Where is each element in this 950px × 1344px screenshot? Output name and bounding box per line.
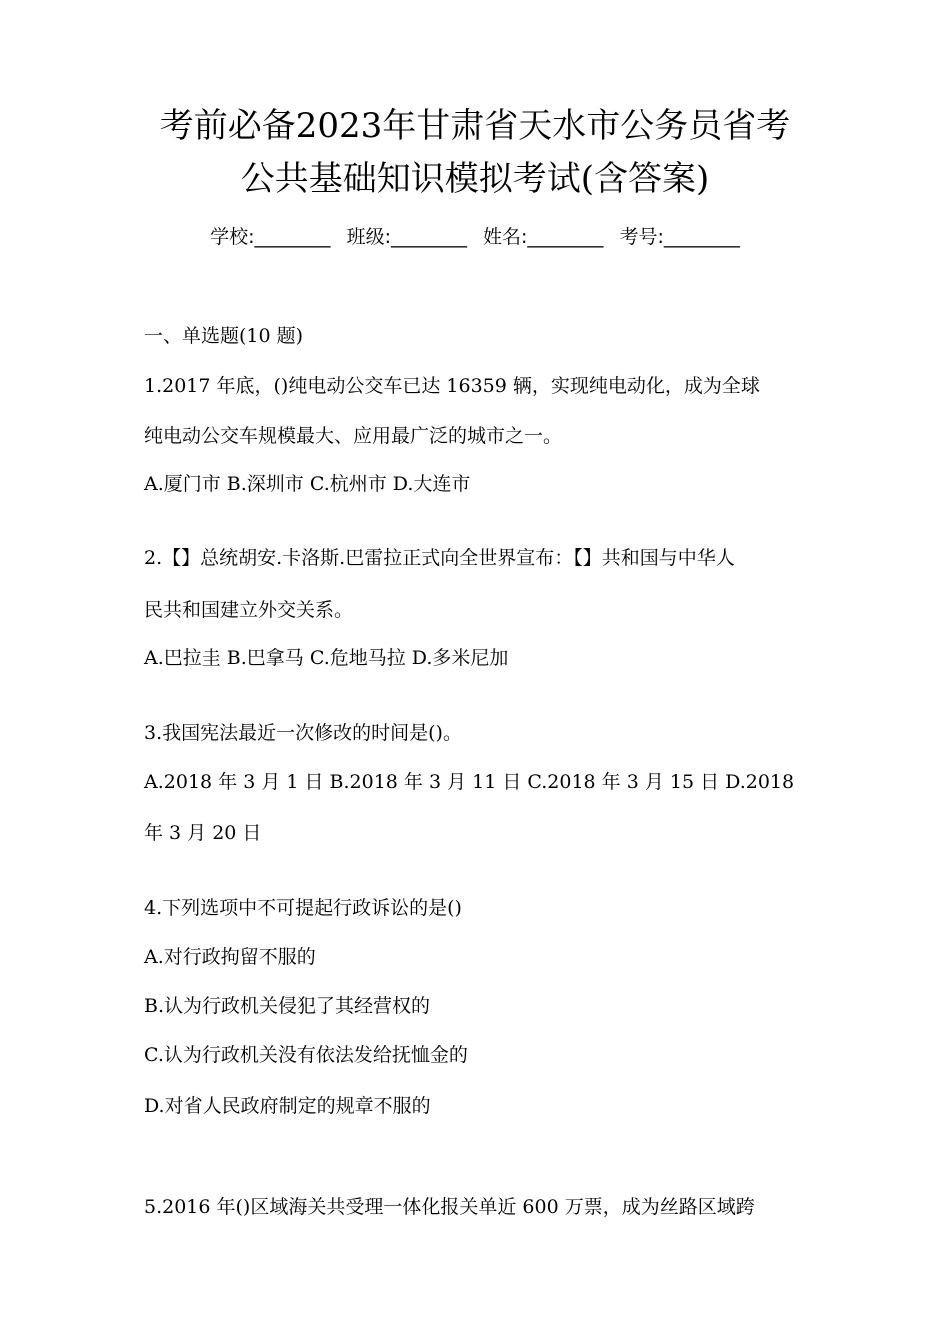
question-2-line-2: 民共和国建立外交关系。 bbox=[144, 599, 354, 621]
question-1-options: A.厦门市 B.深圳市 C.杭州市 D.大连市 bbox=[144, 473, 471, 495]
class-field: 班级:________ bbox=[346, 226, 467, 248]
question-3-line-1: 3.我国宪法最近一次修改的时间是()。 bbox=[144, 722, 462, 744]
document-title-line-2: 公共基础知识模拟考试(含答案) bbox=[240, 159, 710, 199]
question-4-line-1: 4.下列选项中不可提起行政诉讼的是() bbox=[144, 897, 462, 919]
question-5-line-1: 5.2016 年()区域海关共受理一体化报关单近 600 万票，成为丝路区域跨 bbox=[144, 1196, 755, 1218]
question-4-option-b: B.认为行政机关侵犯了其经营权的 bbox=[144, 995, 431, 1017]
school-field: 学校:________ bbox=[210, 226, 331, 248]
question-4-option-d: D.对省人民政府制定的规章不服的 bbox=[144, 1095, 431, 1117]
question-4-option-c: C.认为行政机关没有依法发给抚恤金的 bbox=[144, 1044, 468, 1066]
question-4-option-a: A.对行政拘留不服的 bbox=[144, 946, 316, 968]
document-title-line-1: 考前必备2023年甘肃省天水市公务员省考 bbox=[159, 106, 791, 146]
question-2-line-1: 2.【】总统胡安.卡洛斯.巴雷拉正式向全世界宣布：【】共和国与中华人 bbox=[144, 547, 735, 569]
question-1-line-2: 纯电动公交车规模最大、应用最广泛的城市之一。 bbox=[144, 425, 563, 447]
question-3-options-line-1: A.2018 年 3 月 1 日 B.2018 年 3 月 11 日 C.2018 年 3 月 15 日 D.2018 bbox=[144, 771, 795, 793]
name-field: 姓名:________ bbox=[483, 226, 604, 248]
question-1-line-1: 1.2017 年底，()纯电动公交车已达 16359 辆，实现纯电动化，成为全球 bbox=[144, 375, 760, 397]
student-info-row bbox=[0, 222, 950, 252]
question-3-options-line-2: 年 3 月 20 日 bbox=[144, 822, 262, 844]
question-2-options: A.巴拉圭 B.巴拿马 C.危地马拉 D.多米尼加 bbox=[144, 647, 509, 669]
exam-number-field: 考号:________ bbox=[619, 226, 740, 248]
section-heading: 一、单选题(10 题) bbox=[144, 325, 304, 347]
